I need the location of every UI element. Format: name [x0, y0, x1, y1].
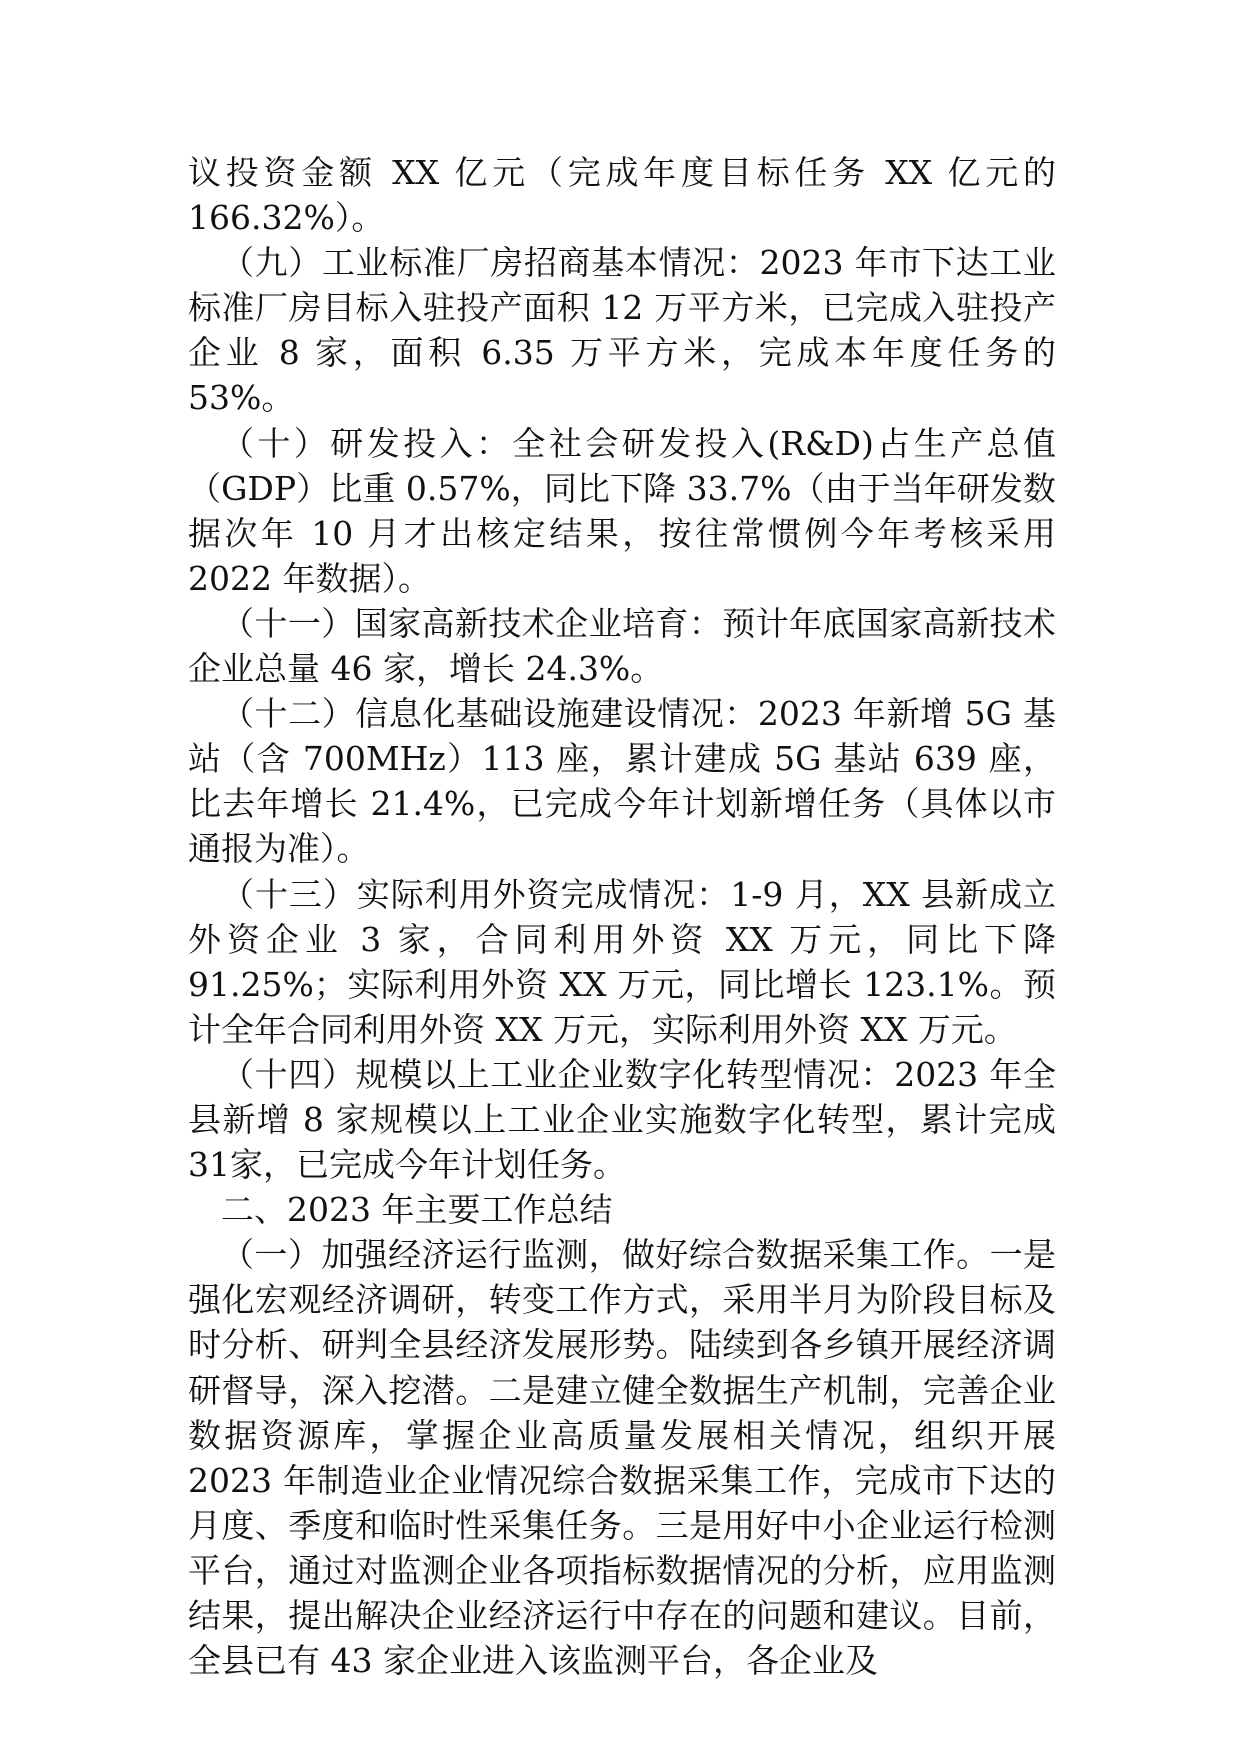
- document-body: [188, 150, 1056, 1683]
- paragraph-investment-continuation: 议投资金额 XX 亿元（完成年度目标任务 XX 亿元的166.32%）。: [188, 153, 1056, 238]
- paragraph-digital-transformation: （十四）规模以上工业企业数字化转型情况：2023 年全县新增 8 家规模以上工业企业实施数字化转型，累计完成 31家，已完成今年计划任务。: [188, 1054, 1056, 1185]
- section-heading-work-summary: 二、2023 年主要工作总结: [221, 1190, 613, 1230]
- paragraph-standard-factory: （九）工业标准厂房招商基本情况：2023 年市下达工业标准厂房目标入驻投产面积 12 万平方米，已完成入驻投产企业 8 家，面积 6.35 万平方米，完成本年度任务的 53%。: [188, 243, 1056, 418]
- paragraph-economic-monitoring: （一）加强经济运行监测，做好综合数据采集工作。一是强化宏观经济调研，转变工作方式，采用半月为阶段目标及时分析、研判全县经济发展形势。陆续到各乡镇开展经济调研督导，深入挖潜。二是建立健全数据生产机制，完善企业数据资源库，掌握企业高质量发展相关情况，组织开展 2023 年制造业企业情况综合数据采集工作，完成市下达的月度、季度和临时性采集任务。三是用好中小企业运行检测平台，通过对监测企业各项指标数据情况的分析，应用监测结果，提出解决企业经济运行中存在的问题和建议。目前，全县已有 43 家企业进入该监测平台，各企业及: [188, 1235, 1056, 1681]
- paragraph-foreign-investment: （十三）实际利用外资完成情况：1-9 月，XX 县新成立外资企业 3 家，合同利用外资 XX 万元，同比下降 91.25%；实际利用外资 XX 万元，同比增长 123.1%。预计全年合同利用外资 XX 万元，实际利用外资 XX 万元。: [188, 874, 1056, 1049]
- paragraph-high-tech-enterprises: （十一）国家高新技术企业培育：预计年底国家高新技术企业总量 46 家，增长 24.3%。: [188, 603, 1056, 689]
- paragraph-rd-investment: （十）研发投入：全社会研发投入(R&D)占生产总值（GDP）比重 0.57%，同比下降 33.7%（由于当年研发数据次年 10 月才出核定结果，按往常惯例今年考核采用 2022 年数据）。: [188, 423, 1056, 598]
- paragraph-5g-infrastructure: （十二）信息化基础设施建设情况：2023 年新增 5G 基站（含 700MHz）113 座，累计建成 5G 基站 639 座，比去年增长 21.4%，已完成今年计划新增任务（具体以市通报为准）。: [188, 694, 1056, 869]
